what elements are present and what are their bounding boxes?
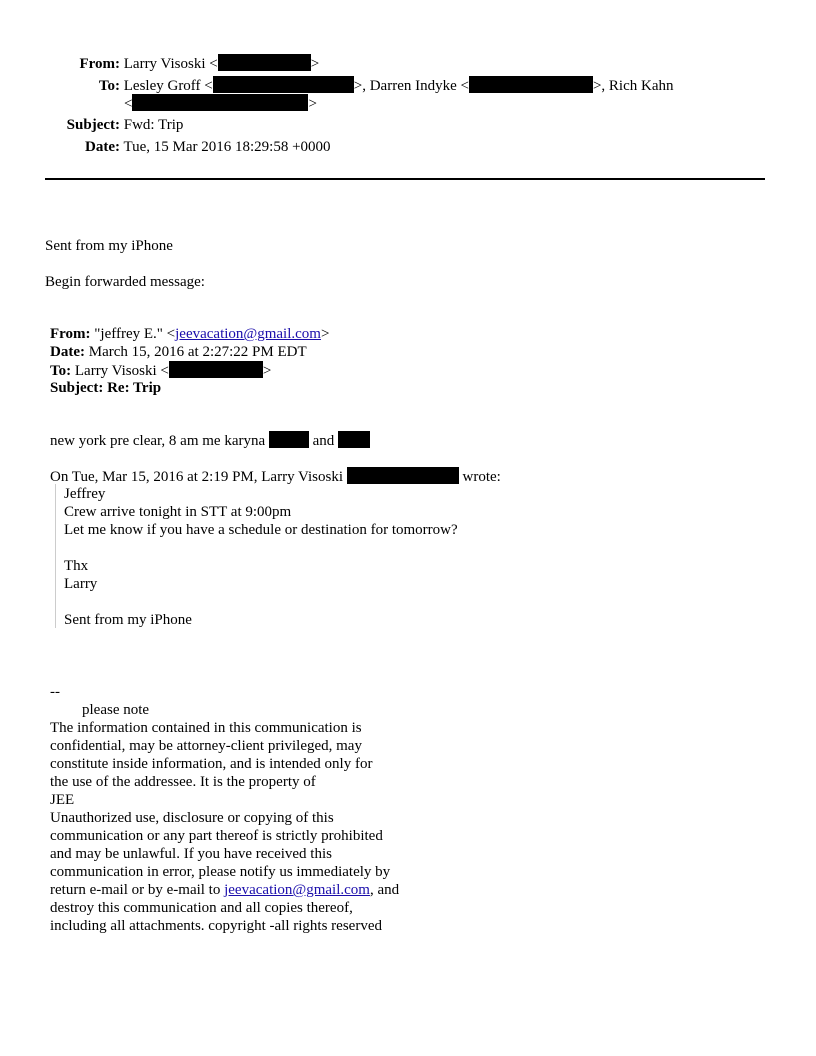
to-recipient-1: Lesley Groff < <box>123 78 213 94</box>
subject-label: Subject: <box>66 117 120 133</box>
quoted-line: Let me know if you have a schedule or destination for tomorrow? <box>64 522 458 538</box>
subject-value: Fwd: Trip <box>123 117 184 133</box>
from-close: > <box>310 56 320 72</box>
disclaimer-line: including all attachments. copyright -all rights reserved <box>50 918 382 934</box>
date-value: Tue, 15 Mar 2016 18:29:58 +0000 <box>123 139 331 155</box>
disclaimer-line: constitute inside information, and is intended only for <box>50 756 373 772</box>
quoted-line: Larry <box>64 576 98 592</box>
to-recipient-4: < <box>124 96 133 112</box>
header-to-row-continued <box>124 94 317 113</box>
fwd-to-prefix: Larry Visoski < <box>74 363 169 379</box>
quoted-line: Thx <box>64 558 89 574</box>
fwd-subject-row <box>50 379 161 397</box>
header-subject-row <box>40 116 183 134</box>
redaction-box <box>213 76 354 93</box>
quoted-line: Jeffrey <box>64 486 106 502</box>
quoted-line: Sent from my iPhone <box>64 612 192 628</box>
to-recipient-2: >, Darren Indyke < <box>353 78 469 94</box>
header-from-row <box>40 54 319 73</box>
disclaimer-line: communication in error, please notify us immediately by <box>50 864 391 880</box>
date-label: Date: <box>85 139 120 155</box>
forwarded-message-text <box>50 431 370 450</box>
disclaimer-line: the use of the addressee. It is the property of <box>50 774 316 790</box>
to-recipient-3: >, Rich Kahn <box>592 78 674 94</box>
fwd-from-label: From: <box>50 326 91 342</box>
disclaimer-line-email <box>50 881 399 899</box>
fwd-date-value: March 15, 2016 at 2:27:22 PM EDT <box>88 344 307 360</box>
signature-dashes: -- <box>50 684 60 700</box>
redaction-box <box>469 76 593 93</box>
fwd-date-row <box>50 343 307 361</box>
redaction-box <box>338 431 370 448</box>
fwd-to-suffix: > <box>262 363 272 379</box>
header-date-row <box>40 138 331 156</box>
to-label: To: <box>98 78 120 94</box>
disclaimer-line: and may be unlawful. If you have received this <box>50 846 332 862</box>
reply-suffix: wrote: <box>462 469 501 485</box>
disclaimer-email-suffix: , and <box>369 882 400 898</box>
disclaimer-line: Unauthorized use, disclosure or copying of this <box>50 810 334 826</box>
header-divider <box>45 178 765 180</box>
sent-from-iphone: Sent from my iPhone <box>45 238 173 254</box>
redaction-box <box>169 361 263 378</box>
quoted-line: Crew arrive tonight in STT at 9:00pm <box>64 504 292 520</box>
redaction-box <box>218 54 311 71</box>
reply-prefix: On Tue, Mar 15, 2016 at 2:19 PM, Larry Visoski <box>50 469 343 485</box>
redaction-box <box>347 467 459 484</box>
fwd-subject-label: Subject: <box>50 380 104 396</box>
from-name: Larry Visoski < <box>123 56 218 72</box>
begin-forwarded: Begin forwarded message: <box>45 274 205 290</box>
message-part-a: new york pre clear, 8 am me karyna <box>50 433 266 449</box>
please-note: please note <box>82 702 150 718</box>
fwd-to-label: To: <box>50 363 72 379</box>
fwd-to-row <box>50 361 271 380</box>
disclaimer-line: confidential, may be attorney-client privileged, may <box>50 738 362 754</box>
fwd-from-prefix: "jeffrey E." < <box>94 326 176 342</box>
fwd-from-email-link[interactable]: jeevacation@gmail.com <box>175 326 321 342</box>
redaction-box <box>269 431 309 448</box>
fwd-from-suffix: > <box>320 326 330 342</box>
from-label: From: <box>79 56 120 72</box>
redaction-box <box>132 94 308 111</box>
to-recipient-5: > <box>308 96 317 112</box>
disclaimer-line: communication or any part thereof is strictly prohibited <box>50 828 383 844</box>
disclaimer-email-link[interactable]: jeevacation@gmail.com <box>224 882 370 898</box>
disclaimer-line: destroy this communication and all copies thereof, <box>50 900 353 916</box>
fwd-from-row <box>50 325 329 343</box>
disclaimer-email-prefix: return e-mail or by e-mail to <box>50 882 225 898</box>
fwd-subject-value: Re: Trip <box>107 380 162 396</box>
disclaimer-line: The information contained in this communication is <box>50 720 362 736</box>
message-part-b: and <box>312 433 335 449</box>
disclaimer-line: JEE <box>50 792 75 808</box>
header-to-row <box>40 76 674 95</box>
fwd-date-label: Date: <box>50 344 85 360</box>
